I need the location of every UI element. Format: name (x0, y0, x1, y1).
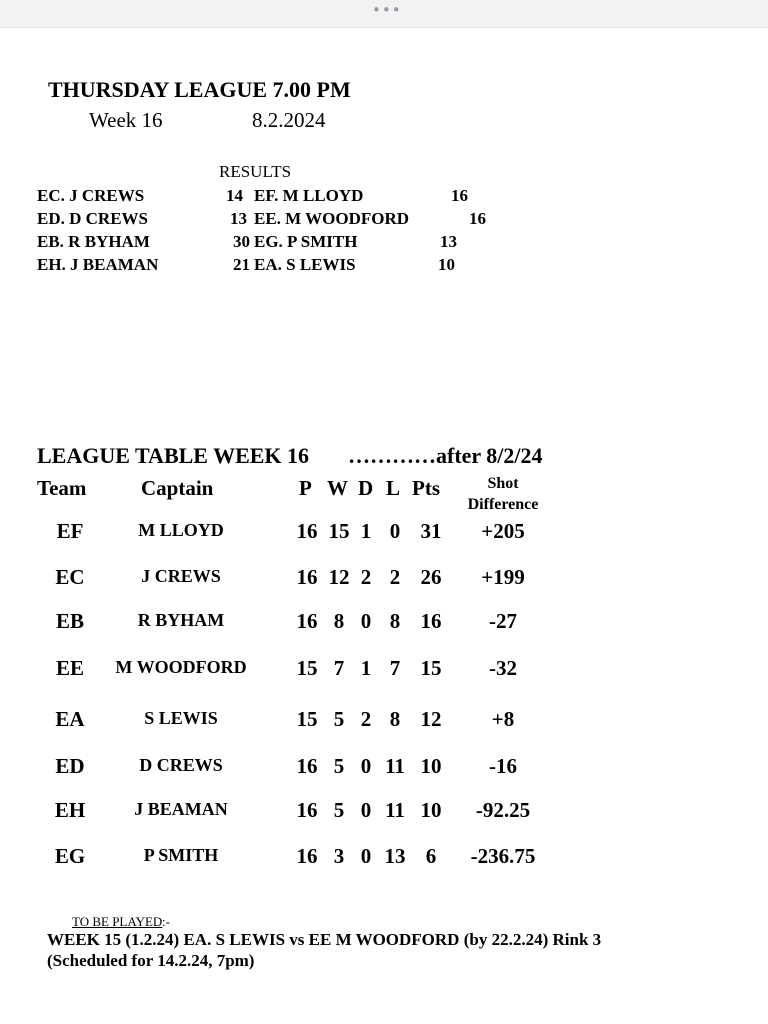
table-cell-lost: 8 (389, 707, 401, 731)
table-cell-played: 16 (296, 754, 318, 778)
result-away-team: EA. S LEWIS (254, 255, 356, 274)
table-cell-points: 10 (420, 798, 442, 822)
col-header-lost: L (386, 476, 401, 500)
table-cell-shot-difference: +199 (481, 565, 525, 589)
table-cell-lost: 2 (389, 565, 401, 589)
table-cell-captain: P SMITH (143, 845, 219, 865)
table-cell-lost: 8 (389, 609, 401, 633)
table-cell-drawn: 1 (360, 519, 372, 543)
table-cell-won: 12 (328, 565, 350, 589)
table-cell-captain: J CREWS (141, 566, 221, 586)
table-cell-team: EF (56, 519, 84, 543)
table-cell-points: 12 (420, 707, 442, 731)
fixture-note-line2: (Scheduled for 14.2.24, 7pm) (47, 951, 255, 970)
col-header-shot-difference (463, 473, 543, 515)
table-cell-won: 7 (333, 656, 345, 680)
table-cell-team: EB (55, 609, 84, 633)
table-cell-drawn: 0 (360, 844, 372, 868)
table-cell-shot-difference: -27 (489, 609, 517, 633)
table-cell-captain: M LLOYD (138, 520, 224, 540)
table-cell-won: 8 (333, 609, 345, 633)
table-cell-team: EE (55, 656, 84, 680)
table-cell-played: 15 (296, 656, 318, 680)
table-cell-captain: S LEWIS (144, 708, 218, 728)
results-heading: RESULTS (219, 162, 292, 181)
table-cell-played: 15 (296, 707, 318, 731)
page-title: THURSDAY LEAGUE 7.00 PM (48, 77, 351, 102)
table-cell-captain: M WOODFORD (115, 657, 247, 677)
table-cell-shot-difference: +8 (491, 707, 515, 731)
table-cell-won: 5 (333, 754, 345, 778)
table-cell-played: 16 (296, 844, 318, 868)
table-cell-points: 6 (425, 844, 437, 868)
table-cell-captain: D CREWS (139, 755, 223, 775)
table-cell-won: 5 (333, 798, 345, 822)
col-header-shot-line2: Difference (467, 496, 539, 513)
league-table-after-date: …………after 8/2/24 (348, 443, 543, 468)
table-cell-played: 16 (296, 798, 318, 822)
more-options-icon[interactable]: ••• (372, 1, 402, 19)
col-header-drawn: D (358, 476, 374, 500)
table-cell-drawn: 2 (360, 565, 372, 589)
table-cell-captain: J BEAMAN (134, 799, 228, 819)
result-home-team: EB. R BYHAM (37, 232, 150, 251)
table-cell-captain: R BYHAM (137, 610, 225, 630)
result-away-team: EG. P SMITH (254, 232, 358, 251)
result-away-score: 13 (440, 232, 457, 251)
result-away-score: 16 (469, 209, 486, 228)
table-cell-played: 16 (296, 519, 318, 543)
table-cell-lost: 7 (389, 656, 401, 680)
table-cell-points: 10 (420, 754, 442, 778)
table-cell-won: 3 (333, 844, 345, 868)
date-label: 8.2.2024 (252, 108, 326, 132)
table-cell-drawn: 0 (360, 609, 372, 633)
table-cell-won: 15 (328, 519, 350, 543)
table-cell-drawn: 2 (360, 707, 372, 731)
result-home-score: 13 (230, 209, 247, 228)
col-header-team: Team (37, 476, 87, 500)
table-cell-points: 31 (420, 519, 442, 543)
table-cell-lost: 0 (389, 519, 401, 543)
table-cell-team: EC (55, 565, 85, 589)
table-cell-shot-difference: -16 (489, 754, 517, 778)
table-cell-won: 5 (333, 707, 345, 731)
table-cell-team: EA (55, 707, 85, 731)
result-away-team: EE. M WOODFORD (254, 209, 410, 228)
table-cell-lost: 11 (385, 754, 405, 778)
browser-top-bar (0, 0, 768, 28)
col-header-captain: Captain (141, 476, 214, 500)
result-home-score: 21 (233, 255, 250, 274)
table-cell-shot-difference: -92.25 (475, 798, 531, 822)
table-cell-shot-difference: +205 (481, 519, 525, 543)
result-home-team: EH. J BEAMAN (37, 255, 159, 274)
table-cell-points: 26 (420, 565, 442, 589)
col-header-played: P (299, 476, 312, 500)
table-cell-team: ED (55, 754, 85, 778)
result-away-team: EF. M LLOYD (254, 186, 364, 205)
result-away-score: 16 (451, 186, 468, 205)
to-be-played-label: TO BE PLAYED (72, 914, 163, 929)
league-table-title: LEAGUE TABLE WEEK 16 (37, 443, 310, 468)
result-home-team: ED. D CREWS (37, 209, 148, 228)
table-cell-drawn: 0 (360, 754, 372, 778)
table-cell-team: EH (54, 798, 86, 822)
table-cell-played: 16 (296, 565, 318, 589)
table-cell-shot-difference: -32 (489, 656, 517, 680)
table-cell-drawn: 1 (360, 656, 372, 680)
col-header-won: W (327, 476, 348, 500)
col-header-points: Pts (412, 476, 440, 500)
table-cell-drawn: 0 (360, 798, 372, 822)
result-home-team: EC. J CREWS (37, 186, 145, 205)
result-home-score: 14 (226, 186, 243, 205)
result-away-score: 10 (438, 255, 455, 274)
table-cell-points: 16 (420, 609, 442, 633)
to-be-played-suffix: :- (162, 914, 170, 929)
col-header-shot-line1: Shot (487, 475, 519, 492)
table-cell-shot-difference: -236.75 (470, 844, 536, 868)
table-cell-lost: 13 (384, 844, 406, 868)
result-home-score: 30 (233, 232, 250, 251)
table-cell-points: 15 (420, 656, 442, 680)
week-label: Week 16 (89, 108, 163, 132)
fixture-note-line1: WEEK 15 (1.2.24) EA. S LEWIS vs EE M WOODFORD (by 22.2.24) Rink 3 (47, 930, 602, 949)
table-cell-played: 16 (296, 609, 318, 633)
table-cell-lost: 11 (385, 798, 405, 822)
table-cell-team: EG (54, 844, 86, 868)
